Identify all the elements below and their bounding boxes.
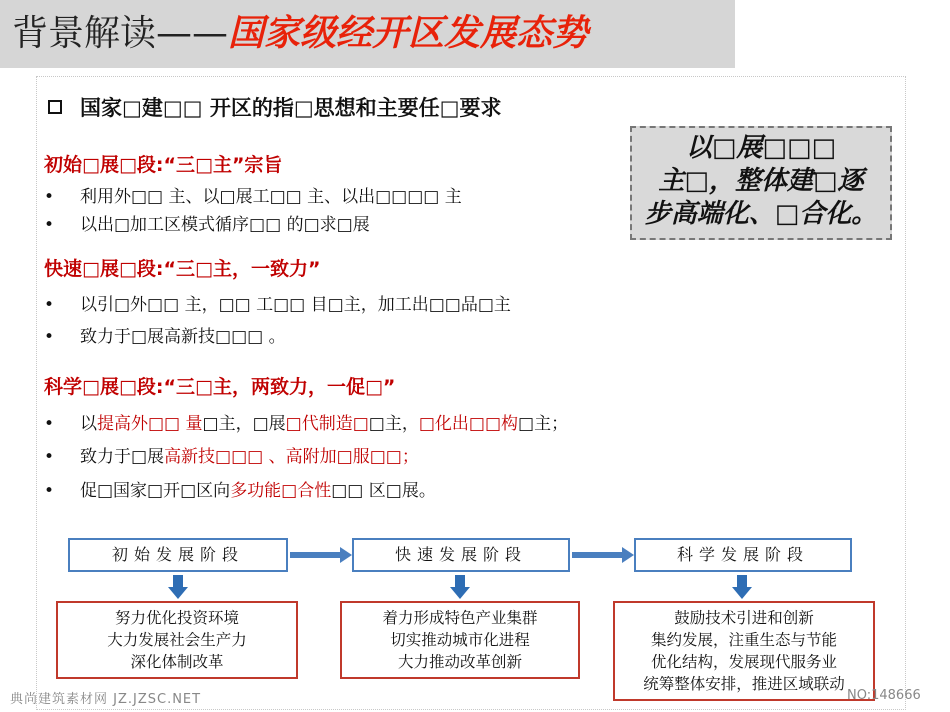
- stage3-title: 科学□展□段:“三□主，两致力，一促□”: [44, 376, 396, 398]
- highlight-text: 提高外□□ 量: [97, 414, 203, 434]
- bullet-text: 利用外□□ 主、以□展工□□ 主、以出□□□□ 主: [80, 187, 462, 207]
- highlight-text: □代制造□: [285, 414, 369, 434]
- list-item: • 利用外□□ 主、以□展工□□ 主、以出□□□□ 主: [44, 187, 462, 207]
- section-heading: [48, 92, 502, 122]
- bullet-text: □主，: [368, 414, 419, 434]
- callout-line: 步高端化、□合化。: [644, 199, 878, 229]
- bullet-text: □主；: [518, 414, 569, 434]
- summary-callout: [630, 126, 892, 240]
- bullet-text: 致力于□展: [80, 447, 165, 467]
- list-item: • 以引□外□□ 主，□□ 工□□ 目□主，加工出□□品□主: [44, 295, 511, 315]
- down-arrow-icon: [168, 575, 188, 599]
- page-title: [12, 8, 588, 60]
- bullet-text: 致力于□展高新技□□□ 。: [80, 327, 286, 347]
- list-item: • 致力于□展高新技□□□ 。: [44, 327, 286, 347]
- bullet-text: 以: [80, 414, 97, 434]
- list-item: • 促□国家□开□区向多功能□合性□□ 区□展。: [44, 481, 436, 501]
- list-item: • 以出□加工区模式循序□□ 的□求□展: [44, 215, 370, 235]
- down-arrow-icon: [732, 575, 752, 599]
- title-highlight: 国家级经开区发展态势: [228, 13, 589, 54]
- right-arrow-icon: [290, 549, 352, 561]
- stage-detail-box: [340, 601, 580, 679]
- highlight-text: 高新技□□□ 、高附加□服□□；: [164, 447, 419, 467]
- stage-box-scientific: 科学发展阶段: [634, 538, 852, 572]
- highlight-text: 多功能□合性: [230, 481, 332, 501]
- title-prefix: 背景解读——: [12, 13, 229, 54]
- detail-line: 集约发展，注重生态与节能: [650, 631, 837, 649]
- list-item: • 致力于□展高新技□□□ 、高附加□服□□；: [44, 447, 419, 467]
- callout-line: 以□展□□□: [685, 133, 837, 163]
- square-bullet-icon: [48, 100, 62, 114]
- stage-box-initial: 初始发展阶段: [68, 538, 288, 572]
- down-arrow-icon: [450, 575, 470, 599]
- stage1-title: 初始□展□段:“三□主”宗旨: [44, 154, 283, 176]
- list-item: • 以提高外□□ 量□主，□展□代制造□□主，□化出□□构□主；: [44, 414, 569, 434]
- stage-detail-box: [56, 601, 298, 679]
- detail-line: 努力优化投资环境: [114, 609, 239, 627]
- bullet-text: 促□国家□开□区向: [80, 481, 231, 501]
- watermark-left: 典尚建筑素材网 JZ.JZSC.NET: [10, 692, 202, 707]
- detail-line: 大力推动改革创新: [397, 653, 522, 671]
- bullet-text: 以出□加工区模式循序□□ 的□求□展: [80, 215, 370, 235]
- bullet-text: 以引□外□□ 主，□□ 工□□ 目□主，加工出□□品□主: [80, 295, 511, 315]
- callout-line: 主□，整体建□逐: [658, 166, 864, 196]
- detail-line: 优化结构，发展现代服务业: [650, 653, 837, 671]
- stage-box-rapid: 快速发展阶段: [352, 538, 570, 572]
- detail-line: 切实推动城市化进程: [390, 631, 530, 649]
- stage2-title: 快速□展□段:“三□主，一致力”: [44, 258, 321, 280]
- detail-line: 着力形成特色产业集群: [382, 609, 538, 627]
- heading-text: 国家□建□□ 开区的指□思想和主要任□要求: [80, 96, 502, 120]
- detail-line: 统筹整体安排，推进区域联动: [643, 675, 845, 693]
- bullet-text: □主，□展: [202, 414, 286, 434]
- detail-line: 大力发展社会生产力: [107, 631, 247, 649]
- detail-line: 深化体制改革: [130, 653, 224, 671]
- bullet-text: □□ 区□展。: [331, 481, 436, 501]
- highlight-text: □化出□□构: [418, 414, 519, 434]
- right-arrow-icon: [572, 549, 634, 561]
- stage-detail-box: [613, 601, 875, 701]
- detail-line: 鼓励技术引进和创新: [674, 609, 814, 627]
- watermark-id: NO:148666: [847, 688, 921, 703]
